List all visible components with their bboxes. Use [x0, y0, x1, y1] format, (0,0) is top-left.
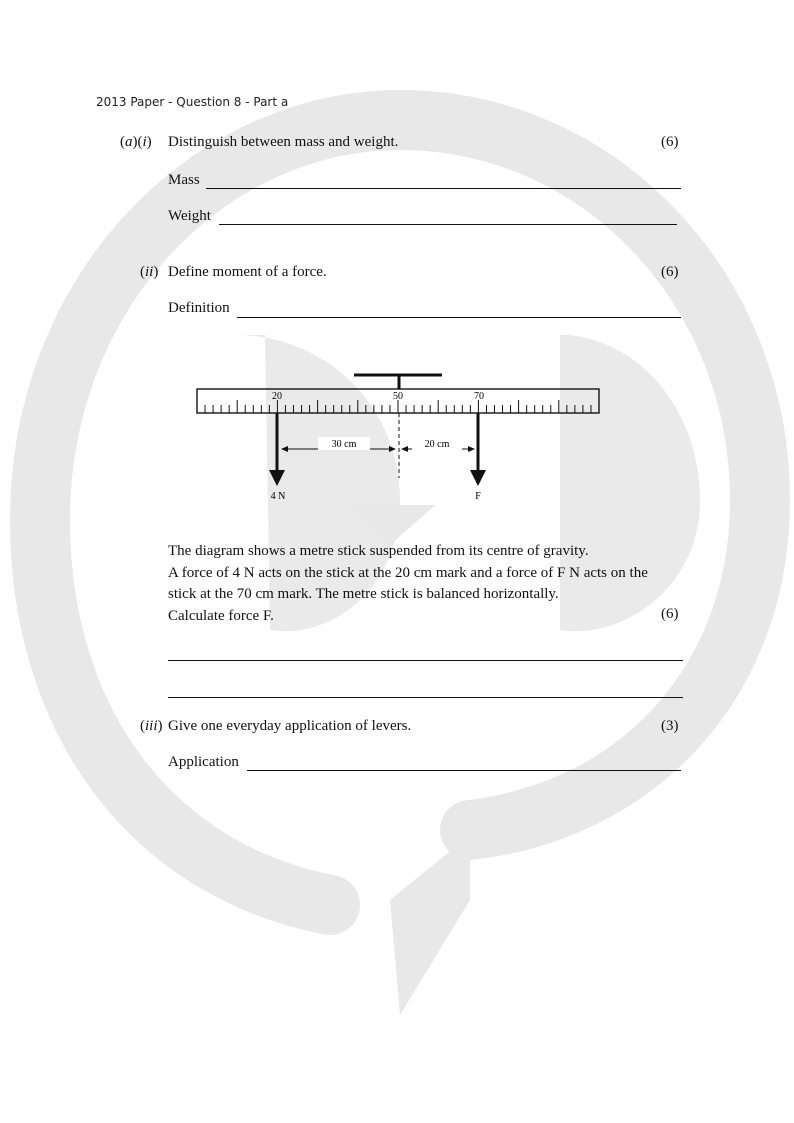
application-label: Application: [168, 754, 239, 770]
label-i: i: [142, 134, 147, 150]
calc-answer-line-1[interactable]: [168, 660, 683, 661]
label-ii: ii: [145, 264, 154, 280]
calc-line-2: A force of 4 N acts on the stick at the 20 cm mark and a force of F N acts on the: [168, 564, 648, 581]
dim-label-20cm: 20 cm: [424, 439, 450, 450]
question-a-i: Distinguish between mass and weight.: [168, 134, 399, 150]
part-a-i-label: (a)(i): [120, 134, 152, 150]
marks-ii: (6): [661, 264, 679, 280]
question-ii: Define moment of a force.: [168, 264, 327, 280]
tick-label-70: 70: [474, 391, 484, 402]
tick-label-20: 20: [272, 391, 282, 402]
force-arrow-right-head: [470, 470, 486, 486]
application-answer-line[interactable]: [247, 770, 681, 771]
calc-paragraph: [168, 541, 688, 627]
marks-calc: (6): [661, 606, 679, 622]
part-ii-label: (ii): [140, 264, 159, 280]
calc-line-1: The diagram shows a metre stick suspended from its centre of gravity.: [168, 543, 589, 559]
force-label-4n: 4 N: [270, 491, 286, 502]
weight-label: Weight: [168, 208, 211, 224]
calc-answer-line-2[interactable]: [168, 697, 683, 698]
force-arrow-left-head: [269, 470, 285, 486]
marks-a-i: (6): [661, 134, 679, 150]
force-label-f: F: [475, 491, 481, 502]
mass-label: Mass: [168, 172, 200, 188]
question-iii: Give one everyday application of levers.: [168, 718, 412, 734]
tick-label-50: 50: [393, 391, 403, 402]
calc-line-4: Calculate force F.: [168, 607, 274, 624]
dim-label-30cm: 30 cm: [331, 439, 357, 450]
definition-label: Definition: [168, 300, 230, 316]
label-iii: iii: [145, 718, 158, 734]
label-a: a: [125, 134, 133, 150]
part-iii-label: (iii): [140, 718, 163, 734]
calc-line-3: stick at the 70 cm mark. The metre stick is balanced horizontally.: [168, 586, 559, 602]
page-header: 2013 Paper - Question 8 - Part a: [96, 95, 289, 109]
marks-iii: (3): [661, 718, 679, 734]
